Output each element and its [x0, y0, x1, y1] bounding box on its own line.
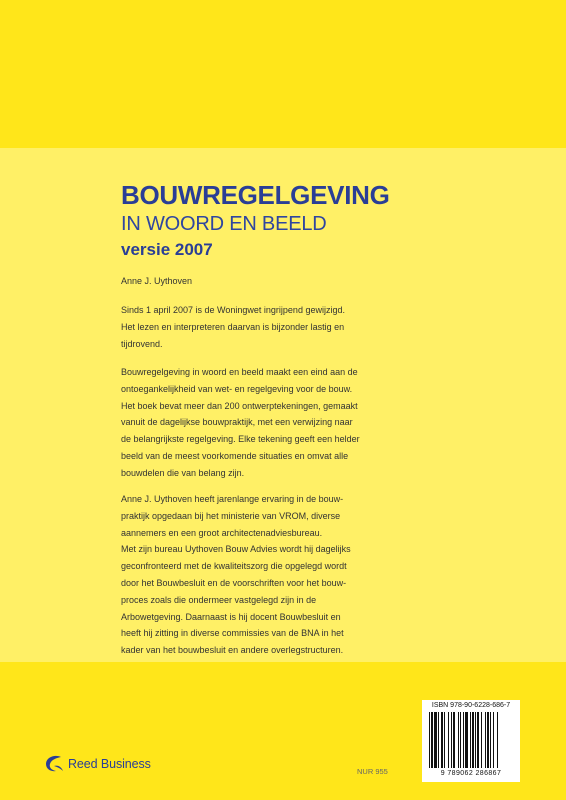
author-name: Anne J. Uythoven: [121, 276, 193, 286]
author-bio-paragraph: [121, 491, 351, 659]
barcode-bar: [490, 712, 491, 768]
barcode-bar: [458, 712, 459, 768]
intro-paragraph: [121, 302, 351, 352]
text-line: geconfronteerd met de kwaliteitszorg die opgelegd wordt: [121, 561, 347, 572]
text-line: beeld van de meest voorkomende situaties en omvat alle: [121, 450, 349, 461]
barcode-bar: [463, 712, 464, 768]
text-line: Het lezen en interpreteren daarvan is bijzonder lastig en: [121, 321, 345, 332]
text-line: Sinds 1 april 2007 is de Woningwet ingrijpend gewijzigd.: [121, 305, 345, 315]
text-line: Anne J. Uythoven heeft jarenlange ervaring in de bouw-: [121, 494, 344, 504]
barcode-bar: [481, 712, 482, 768]
isbn-text: ISBN 978-90-6228-686-7: [431, 702, 511, 709]
barcode-bar: [451, 712, 452, 768]
barcode-bar: [438, 712, 439, 768]
text-line: Bouwregelgeving in woord en beeld maakt een eind aan de: [121, 367, 358, 377]
publisher-name: Reed Business: [68, 757, 151, 771]
text-line: vanuit de dagelijkse bouwpraktijk, met een verwijzing naar: [121, 417, 353, 428]
barcode-bar: [434, 712, 437, 768]
text-line: Het boek bevat meer dan 200 ontwerptekeningen, gemaakt: [121, 400, 358, 411]
reed-elsevier-swoosh-icon: [42, 752, 66, 776]
text-line: Met zijn bureau Uythoven Bouw Advies wordt hij dagelijks: [121, 544, 351, 555]
barcode-bar: [453, 712, 455, 768]
barcode-bar: [497, 712, 498, 768]
barcode-bar: [472, 712, 474, 768]
barcode-bar: [465, 712, 468, 768]
description-paragraph: [121, 364, 360, 482]
text-line: kader van het bouwbesluit en andere overlegstructuren.: [121, 645, 344, 656]
barcode-bar: [460, 712, 461, 768]
text-line: heeft hij zitting in diverse commissies van de BNA in het: [121, 628, 344, 639]
barcode-bar: [448, 712, 449, 768]
barcode-bar: [429, 712, 430, 768]
book-version: versie 2007: [121, 240, 213, 259]
text-line: bouwdelen die van belang zijn.: [121, 467, 245, 478]
barcode-bar: [485, 712, 486, 768]
publisher-logo: [42, 752, 151, 776]
barcode-bar: [493, 712, 494, 768]
barcode-bar: [475, 712, 476, 768]
barcode-bar: [477, 712, 479, 768]
text-line: proces zoals die ondermeer vastgelegd zijn in de: [121, 594, 317, 605]
text-line: ontoegankelijkheid van wet- en regelgeving voor de bouw.: [121, 383, 353, 394]
barcode-bars: [427, 712, 515, 768]
nur-code: NUR 955: [357, 767, 388, 776]
text-line: Arbowetgeving. Daarnaast is hij docent Bouwbesluit en: [121, 611, 341, 622]
barcode-bar: [444, 712, 445, 768]
text-line: de belangrijkste regelgeving. Elke tekening geeft een helder: [121, 434, 360, 445]
barcode-bar: [431, 712, 433, 768]
book-title: BOUWREGELGEVING: [121, 180, 390, 210]
barcode-bar: [470, 712, 471, 768]
barcode-bar: [487, 712, 489, 768]
ean-text: 9 789062 286867: [440, 770, 502, 777]
barcode-bar: [441, 712, 443, 768]
text-line: tijdrovend.: [121, 338, 163, 349]
barcode: [422, 700, 520, 782]
text-line: aannemers en een groot architectenadviesbureau.: [121, 527, 323, 538]
text-line: door het Bouwbesluit en de voorschriften voor het bouw-: [121, 577, 347, 588]
book-subtitle: IN WOORD EN BEELD: [121, 213, 327, 235]
text-line: praktijk opgedaan bij het ministerie van VROM, diverse: [121, 510, 341, 521]
